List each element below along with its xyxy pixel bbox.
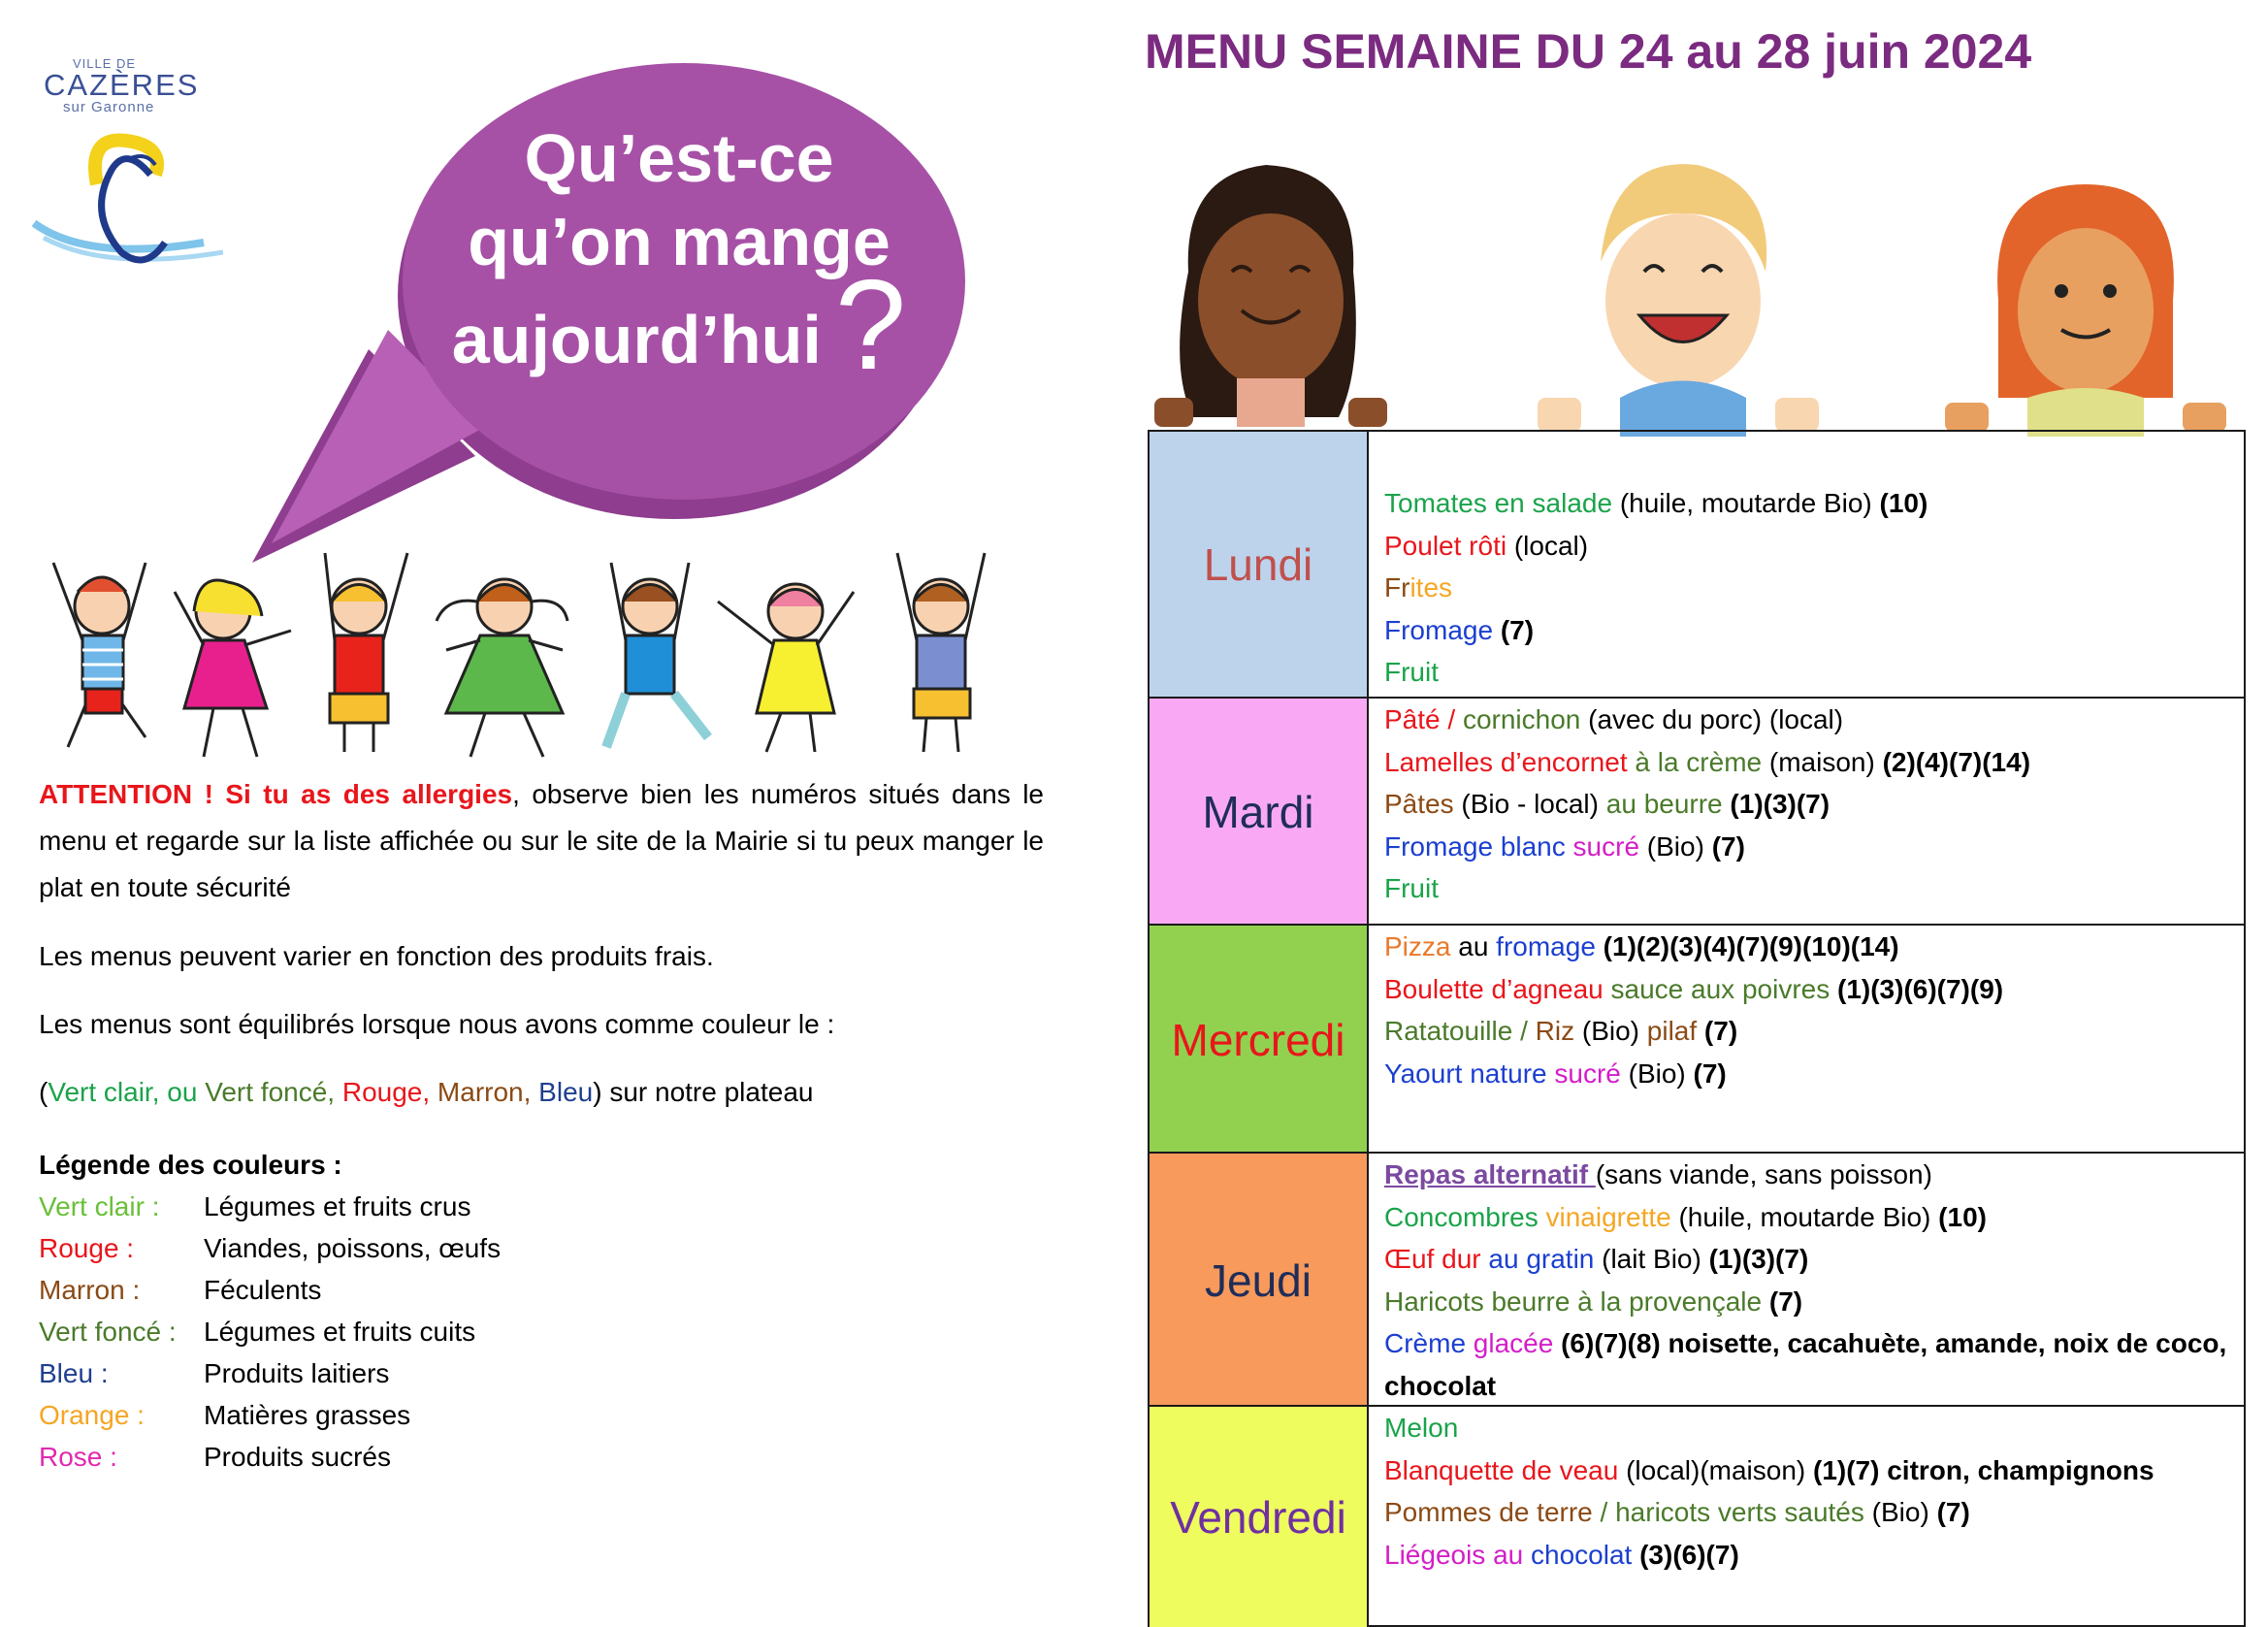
menu-item: [1384, 482, 2232, 525]
bubble-line1: Qu’est-ce: [524, 120, 834, 196]
menu-item: [1384, 651, 2232, 694]
dish-detail: (huile, moutarde Bio): [1612, 488, 1880, 518]
allergen-codes: (1)(7) citron, champignons: [1813, 1454, 2155, 1485]
dish-text: Fruit: [1384, 657, 1439, 688]
legend-desc: Matières grasses: [204, 1400, 411, 1430]
menu-row-mercredi: [1150, 924, 2244, 1154]
dish-text: glacée: [1473, 1328, 1554, 1359]
dish-text: Pommes de terre: [1384, 1497, 1593, 1528]
legend-desc: Produits sucrés: [204, 1442, 391, 1472]
dish-detail: (Bio): [1574, 1016, 1647, 1047]
question-mark: ?: [834, 253, 907, 396]
legend-desc: Produits laitiers: [204, 1358, 390, 1388]
legend-label: Vert foncé :: [39, 1317, 177, 1347]
paren-open: (: [39, 1077, 49, 1107]
color-marron: Marron,: [437, 1077, 539, 1107]
dish-text: fromage: [1496, 931, 1596, 961]
dish-text: vinaigrette: [1545, 1201, 1671, 1232]
legend-row: [39, 1275, 321, 1306]
day-jeudi: Jeudi: [1150, 1154, 1369, 1407]
dish-text: Fromage: [1384, 614, 1494, 645]
dish-text: haricots verts sautés: [1615, 1497, 1864, 1528]
menu-item: [1384, 741, 2232, 784]
dish-text: Haricots beurre à la provençale: [1384, 1285, 1763, 1317]
bubble-line3: aujourd’hui: [451, 302, 822, 377]
children-illustration: [39, 543, 1048, 766]
allergen-codes: (7): [1697, 1016, 1738, 1047]
menu-item: [1384, 1281, 2232, 1323]
color-bleu: Bleu: [538, 1077, 594, 1107]
dish-text: au beurre: [1605, 789, 1723, 820]
menu-item: [1384, 1322, 2232, 1407]
allergen-codes: (1)(3)(6)(7)(9): [1830, 973, 2004, 1004]
menu-items-vendredi: [1384, 1407, 2232, 1576]
color-vert-clair: Vert clair, ou: [48, 1077, 206, 1107]
dish-text: Concombres: [1384, 1201, 1546, 1232]
menu-variation-note: Les menus peuvent varier en fonction des produits frais.: [39, 941, 714, 971]
dish-text: /: [1592, 1497, 1616, 1528]
legend-row: [39, 1442, 391, 1473]
dish-detail: (maison): [1762, 746, 1883, 777]
legend-desc: Féculents: [204, 1275, 322, 1305]
plate-colors-note: [39, 1077, 813, 1108]
allergy-warning-text: , observe bien les numéros situés dans le menu et regarde sur la liste affichée ou sur le site de la Mairie si tu peux manger le plat en toute sécurité: [39, 779, 1045, 902]
dish-text: pilaf: [1646, 1016, 1698, 1047]
dish-text: Lamelles d’encornet: [1384, 746, 1636, 777]
dish-text: Pâtes: [1384, 789, 1454, 820]
dish-text: Boulette d’agneau: [1384, 973, 1611, 1004]
menu-item: [1384, 609, 2232, 652]
weekly-menu-table: [1148, 430, 2246, 1627]
dish-text: Fr: [1384, 572, 1410, 603]
dish-detail: (local): [1507, 530, 1589, 561]
menu-item: [1384, 525, 2232, 568]
day-vendredi: Vendredi: [1150, 1407, 1369, 1627]
day-mercredi: Mercredi: [1150, 926, 1369, 1154]
legend-title: Légende des couleurs :: [39, 1150, 342, 1180]
dish-text: à la crème: [1635, 746, 1763, 777]
page-title: MENU SEMAINE DU 24 au 28 juin 2024: [1145, 24, 2032, 79]
legend-label: Rouge :: [39, 1233, 135, 1263]
allergen-codes: (1)(3)(7): [1708, 1244, 1809, 1275]
logo-emblem-icon: [29, 116, 223, 291]
menu-item: [1384, 1238, 2232, 1281]
allergen-codes: (3)(6)(7): [1632, 1539, 1739, 1570]
menu-row-mardi: [1150, 697, 2244, 926]
allergen-codes: (7): [1762, 1285, 1803, 1317]
allergen-codes: (1)(2)(3)(4)(7)(9)(10)(14): [1595, 931, 1899, 961]
menu-item: [1384, 1154, 2232, 1196]
legend-row: [39, 1191, 470, 1222]
dish-text: Riz: [1535, 1016, 1575, 1047]
menu-item: [1384, 1449, 2232, 1492]
dish-text: Fruit: [1384, 873, 1439, 904]
dish-text: au: [1493, 1539, 1532, 1570]
logo-line2: CAZÈRES: [44, 68, 200, 102]
dish-detail: au: [1450, 931, 1497, 961]
menu-item: [1384, 567, 2232, 609]
legend-desc: Légumes et fruits crus: [204, 1191, 471, 1221]
allergen-codes: (7): [1711, 830, 1745, 862]
menu-item: [1384, 1534, 2232, 1577]
dish-text: sauce aux poivres: [1610, 973, 1831, 1004]
color-rouge: Rouge,: [341, 1077, 437, 1107]
dish-text: Ratatouille /: [1384, 1016, 1536, 1047]
allergy-warning-label: ATTENTION ! Si tu as des allergies: [39, 779, 513, 809]
dish-text: sucré: [1554, 1058, 1621, 1089]
allergen-codes: (7): [1936, 1497, 1970, 1528]
dish-detail: (Bio): [1863, 1497, 1937, 1528]
menu-item: [1384, 968, 2232, 1011]
dish-text: chocolat: [1531, 1539, 1633, 1570]
dish-detail: (Bio): [1639, 830, 1712, 862]
legend-label: Bleu :: [39, 1358, 109, 1388]
menu-item: [1384, 926, 2232, 968]
allergen-codes: (10): [1879, 488, 1928, 518]
alternative-meal-label: Repas alternatif: [1384, 1159, 1596, 1189]
allergen-codes: (1)(3)(7): [1722, 789, 1831, 820]
dish-text: cornichon: [1462, 704, 1581, 734]
menu-row-vendredi: [1150, 1405, 2244, 1627]
menu-row-jeudi: [1150, 1152, 2244, 1407]
logo-line1: VILLE DE: [73, 56, 137, 71]
dish-text: au gratin: [1488, 1244, 1595, 1275]
menu-item: [1384, 1407, 2232, 1449]
bubble-line2: qu’on mange: [468, 204, 891, 279]
town-logo: [29, 39, 223, 262]
dish-detail: (huile, moutarde Bio): [1670, 1201, 1939, 1232]
balance-note: Les menus sont équilibrés lorsque nous avons comme couleur le :: [39, 1009, 835, 1039]
logo-line3: sur Garonne: [63, 99, 155, 115]
dish-detail: (Bio - local): [1453, 789, 1606, 820]
menu-item: [1384, 826, 2232, 868]
allergen-codes: (2)(4)(7)(14): [1882, 746, 2031, 777]
allergen-codes: (7): [1693, 1058, 1727, 1089]
dish-detail: (lait Bio): [1594, 1244, 1709, 1275]
dish-detail: (local)(maison): [1618, 1454, 1814, 1485]
legend-row: [39, 1400, 410, 1431]
dish-text: Melon: [1384, 1413, 1459, 1443]
legend-label: Rose :: [39, 1442, 117, 1472]
legend-label: Orange :: [39, 1400, 145, 1430]
allergen-codes: (10): [1938, 1201, 1987, 1232]
day-mardi: Mardi: [1150, 699, 1369, 926]
dish-text: Blanquette de veau: [1384, 1454, 1619, 1485]
children-faces-illustration: [1154, 155, 2251, 437]
bubble-question: [427, 116, 931, 396]
menu-items-lundi: [1384, 482, 2232, 694]
menu-item: [1384, 1491, 2232, 1534]
legend-row: [39, 1317, 475, 1348]
dish-detail: (sans viande, sans poisson): [1595, 1159, 1932, 1189]
dish-detail: (avec du porc) (local): [1580, 704, 1844, 734]
dish-text: Liégeois: [1384, 1539, 1494, 1570]
dish-text: Yaourt nature: [1384, 1058, 1555, 1089]
dish-detail: (Bio): [1620, 1058, 1694, 1089]
menu-item: [1384, 783, 2232, 826]
legend-label: Vert clair :: [39, 1191, 160, 1221]
dish-text: Poulet rôti: [1384, 530, 1507, 561]
dish-text: Tomates en salade: [1384, 488, 1613, 518]
menu-item: [1384, 1053, 2232, 1095]
menu-item: [1384, 699, 2232, 741]
menu-item: [1384, 1196, 2232, 1239]
allergy-warning: [39, 771, 1044, 911]
allergen-codes: (7): [1493, 614, 1535, 645]
dish-text: Crème: [1384, 1328, 1474, 1359]
dish-text: Fromage blanc: [1384, 830, 1573, 862]
menu-items-jeudi: [1384, 1154, 2232, 1408]
legend-desc: Viandes, poissons, œufs: [204, 1233, 502, 1263]
legend-label: Marron :: [39, 1275, 141, 1305]
legend-row: [39, 1358, 389, 1389]
plate-colors-end: ) sur notre plateau: [593, 1077, 814, 1107]
dish-text: sucré: [1572, 830, 1640, 862]
legend-desc: Légumes et fruits cuits: [204, 1317, 476, 1347]
menu-item: [1384, 867, 2232, 910]
allergen-codes: (6)(7)(8) noisette, cacahuète, amande, noix de coco, chocolat: [1384, 1328, 2227, 1401]
day-lundi: Lundi: [1150, 432, 1369, 697]
menu-items-mardi: [1384, 699, 2232, 910]
dish-text: Pâté /: [1384, 704, 1463, 734]
dish-text: Pizza: [1384, 931, 1451, 961]
menu-items-mercredi: [1384, 926, 2232, 1094]
legend-row: [39, 1233, 501, 1264]
menu-row-lundi: [1150, 432, 2244, 697]
dish-text: Œuf dur: [1384, 1244, 1489, 1275]
color-vert-fonce: Vert foncé,: [205, 1077, 342, 1107]
dish-text: ites: [1409, 572, 1453, 603]
menu-item: [1384, 1010, 2232, 1053]
